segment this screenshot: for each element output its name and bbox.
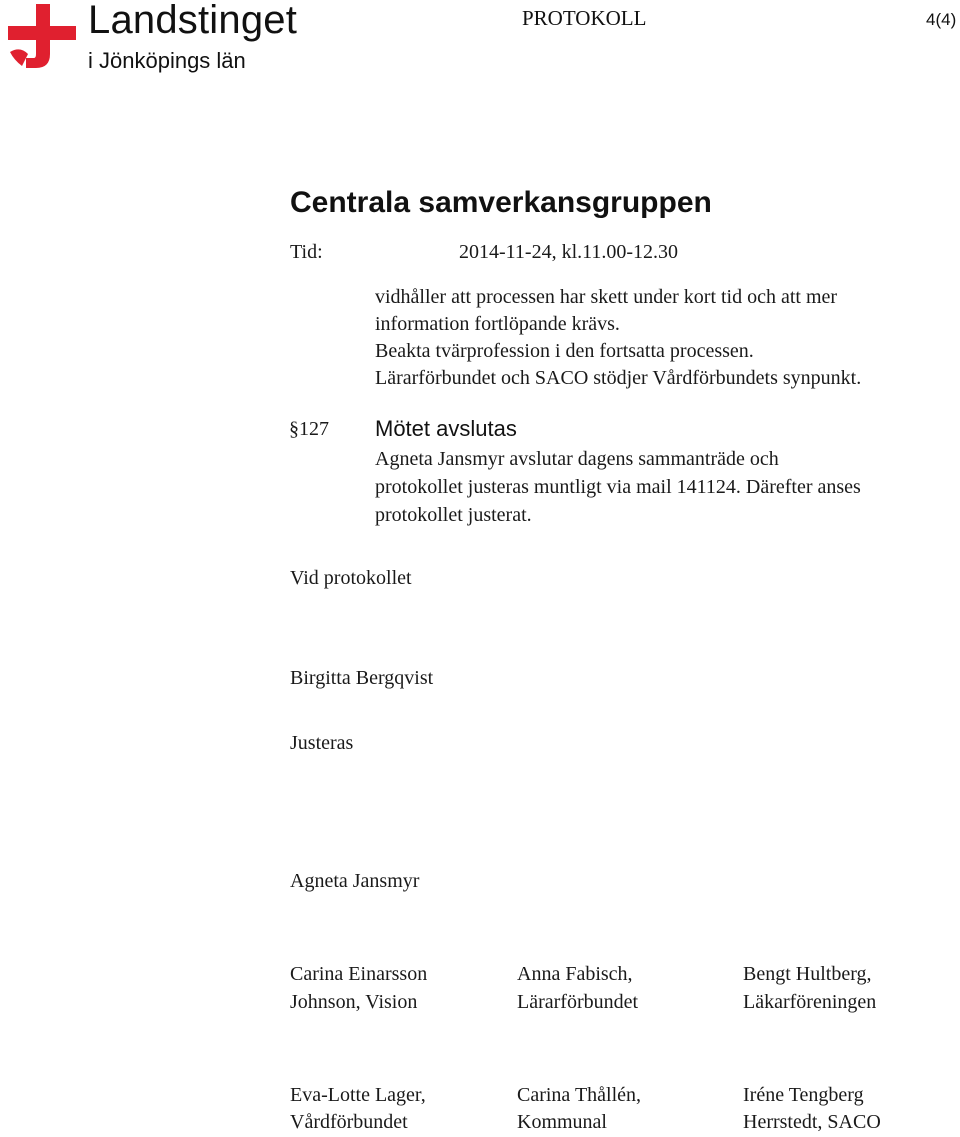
- adjuster-name: Carina Einarsson: [290, 963, 428, 985]
- adjuster-affiliation: Johnson, Vision: [290, 991, 418, 1013]
- adjuster-affiliation: Lärarförbundet: [517, 991, 639, 1013]
- time-label: Tid:: [290, 241, 323, 263]
- recorder-name: Birgitta Bergqvist: [290, 667, 434, 689]
- recorder-label: Vid protokollet: [290, 567, 412, 589]
- adjuster-affiliation: Vårdförbundet: [290, 1111, 408, 1133]
- adjuster-name: Iréne Tengberg: [743, 1084, 864, 1106]
- time-value: 2014-11-24, kl.11.00-12.30: [459, 241, 679, 263]
- chair-name: Agneta Jansmyr: [290, 870, 420, 892]
- item-text-line: protokollet justeras muntligt via mail 141124. Därefter anses: [375, 476, 861, 498]
- logo-name: Landstinget: [88, 0, 298, 42]
- adjuster-name: Anna Fabisch,: [517, 963, 633, 985]
- page-number: 4(4): [926, 10, 957, 29]
- item-text-line: protokollet justerat.: [375, 504, 532, 526]
- document-type: PROTOKOLL: [522, 6, 647, 30]
- page-title: Centrala samverkansgruppen: [290, 186, 712, 219]
- adjuster-name: Bengt Hultberg,: [743, 963, 872, 985]
- adjuster-affiliation: Läkarföreningen: [743, 991, 877, 1013]
- paragraph-line: Beakta tvärprofession i den fortsatta processen.: [375, 340, 754, 362]
- item-number: §127: [289, 418, 329, 440]
- item-heading: Mötet avslutas: [375, 416, 517, 441]
- paragraph-line: vidhåller att processen har skett under kort tid och att mer: [375, 286, 838, 308]
- adjuster-name: Carina Thållén,: [517, 1084, 642, 1106]
- adjuster-name: Eva-Lotte Lager,: [290, 1084, 426, 1106]
- logo-subtitle: i Jönköpings län: [88, 48, 246, 73]
- paragraph-line: information fortlöpande krävs.: [375, 313, 620, 335]
- paragraph-line: Lärarförbundet och SACO stödjer Vårdförbundets synpunkt.: [375, 367, 862, 389]
- landstinget-logo-icon: [6, 2, 78, 72]
- item-text-line: Agneta Jansmyr avslutar dagens sammanträde och: [375, 448, 779, 470]
- adjuster-affiliation: Herrstedt, SACO: [743, 1111, 881, 1133]
- adjust-label: Justeras: [290, 732, 354, 754]
- adjuster-affiliation: Kommunal: [517, 1111, 607, 1133]
